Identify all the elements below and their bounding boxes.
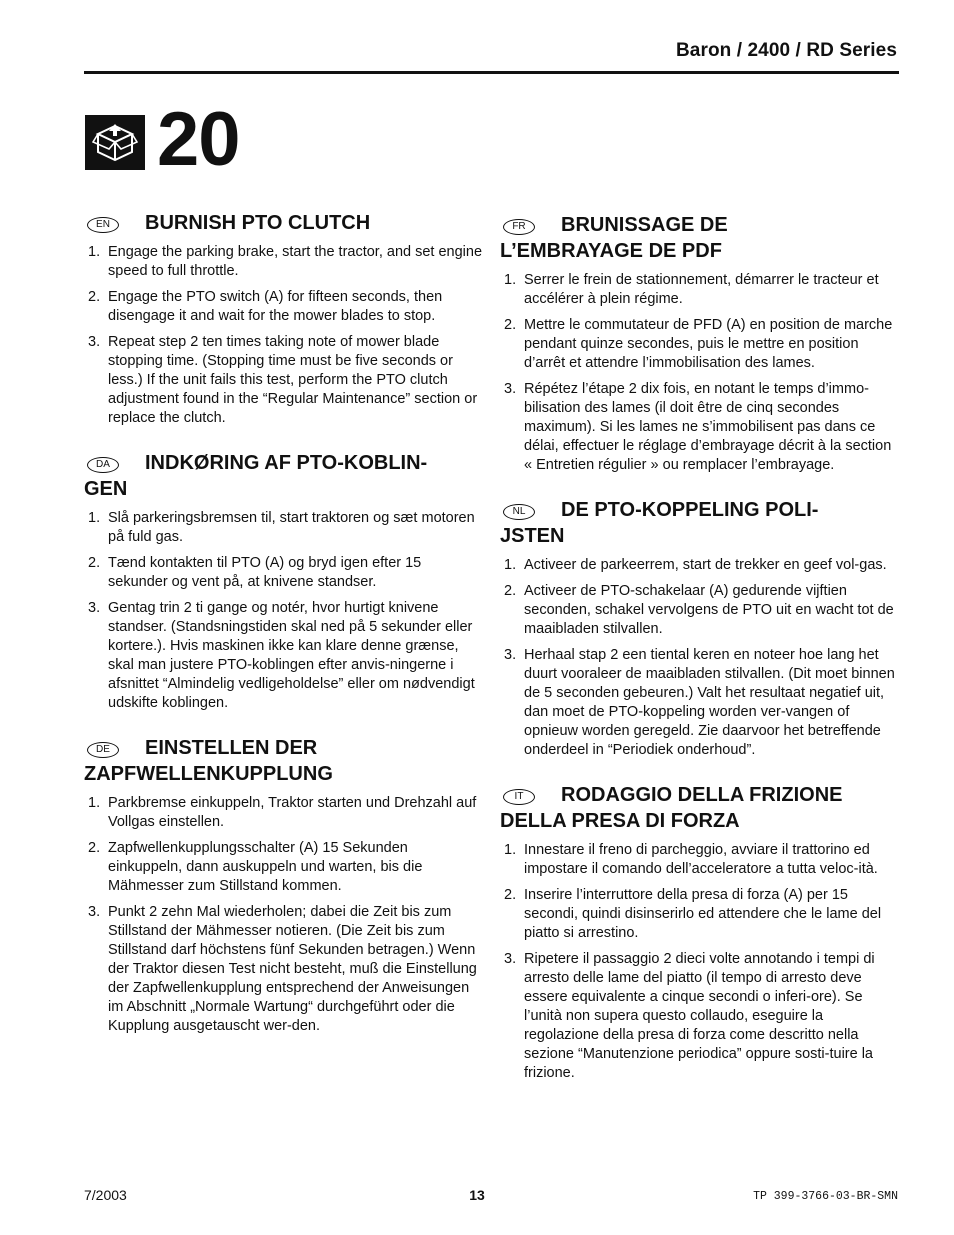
step-item: 3. Punkt 2 zehn Mal wiederholen; dabei die Zeit bis zum Stillstand der Mähmesser notieren. (Die Zeit bis zum Stillstand darf höchstens fünf Sekunden betragen.) Wenn der Traktor diesen Test nicht besteht, muß die Einstellung der Zapfwellenkupplung entsprechend der Anweisungen im Abschnitt „Normale Wartung“ durchgeführt oder die Kupplung ausgetauscht wer-den.	[88, 904, 477, 1034]
box-open-icon-graphic	[92, 122, 138, 164]
step-text: Inserire l’interruttore della presa di forza (A) per 15 secondi, quindi disinserirlo ed attendere che le lame del piatto si arrestino.	[524, 887, 882, 941]
section-title-line2: GEN	[84, 478, 128, 500]
step-text: Tænd kontakten til PTO (A) og bryd igen efter 15 sekunder og vent på, at knivene standser.	[108, 555, 422, 590]
step-item: 3. Repeat step 2 ten times taking note of mower blade stopping time. (Stopping time must be five seconds or less.) If the unit fails this test, perform the PTO clutch adjustment found in the “Regular Maintenance” section or replace the clutch.	[88, 334, 478, 426]
step-item: 3. Gentag trin 2 ti gange og notér, hvor hurtigt knivene standser. (Standsningstiden skal ned på 5 sekunder eller kortere.). Hvis maskinen ikke kan klare denne grænse, skal man justere PTO-koblingen efter anvis-ningerne i afsnittet “Almindelig vedligeholdelse” eller om nødvendigt udskifte koblingen.	[88, 600, 475, 711]
step-list	[84, 794, 484, 1036]
section-title-line1: RODAGGIO DELLA FRIZIONE	[561, 784, 843, 806]
box-open-icon	[85, 115, 145, 170]
page-number: 13	[469, 1187, 485, 1203]
language-badge: DA	[87, 457, 119, 473]
step-item: 1. Slå parkeringsbremsen til, start traktoren og sæt motoren på fuld gas.	[88, 510, 475, 545]
section-title-line2: DELLA PRESA DI FORZA	[500, 810, 740, 832]
step-item: 3. Ripetere il passaggio 2 dieci volte annotando i tempi di arresto delle lame del piatto (il tempo di arresto deve essere equivalente a cinque secondi o inferi-ore). Se l’unità non supera questo collaudo, eseguire la regolazione della presa di forza come descritto nella sezione “Manutenzione periodica” oppure sosti-tuire la frizione.	[504, 951, 875, 1081]
step-text-line1: Slå parkeringsbremsen til, start traktoren og sæt motoren	[108, 510, 475, 526]
step-text: Activeer de PTO-schakelaar (A) gedurende vijftien seconden, schakel vervolgens de PTO uit en wacht tot de maaibladen stilvallen.	[524, 583, 894, 637]
step-item: 1. Innestare il freno di parcheggio, avviare il trattorino ed impostare il comando dell’acceleratore a tutta veloc-ità.	[504, 842, 878, 877]
section-title: BURNISH PTO CLUTCH	[145, 212, 371, 234]
language-badge: FR	[503, 219, 535, 235]
step-text-line2: på fuld gas.	[108, 529, 183, 545]
step-item: 2. Mettre le commutateur de PFD (A) en position de marche pendant quinze secondes, puis le mettre en position d’arrêt et attendre l’immobilisation des lames.	[504, 317, 893, 371]
step-text: Serrer le frein de stationnement, démarrer le tracteur et accélérer à plein régime.	[524, 272, 879, 307]
section-title-line2: ZAPFWELLENKUPPLUNG	[84, 763, 333, 785]
section-fr	[500, 212, 900, 475]
step-text: Parkbremse einkuppeln, Traktor starten und Drehzahl auf Vollgas einstellen.	[108, 795, 477, 830]
section-title-line1: BRUNISSAGE DE	[561, 214, 728, 236]
language-badge: NL	[503, 504, 535, 520]
step-item: 1. Engage the parking brake, start the tractor, and set engine speed to full throttle.	[88, 244, 483, 279]
series-title: Baron / 2400 / RD Series	[675, 40, 897, 61]
step-text: Mettre le commutateur de PFD (A) en position de marche pendant quinze secondes, puis le mettre en position d’arrêt et attendre l’immobilisation des lames.	[524, 317, 893, 371]
section-heading	[84, 450, 484, 502]
section-de	[84, 735, 484, 1036]
step-item: 2. Activeer de PTO-schakelaar (A) gedurende vijftien seconden, schakel vervolgens de PTO uit en wacht tot de maaibladen stilvallen.	[504, 583, 894, 637]
step-item: 2. Inserire l’interruttore della presa di forza (A) per 15 secondi, quindi disinserirlo ed attendere che le lame del piatto si arrestino.	[504, 887, 882, 941]
step-list	[84, 243, 484, 428]
section-nl	[500, 497, 900, 760]
step-item: 1. Parkbremse einkuppeln, Traktor starten und Drehzahl auf Vollgas einstellen.	[88, 795, 477, 830]
section-heading	[84, 735, 484, 787]
step-item: 1. Serrer le frein de stationnement, démarrer le tracteur et accélérer à plein régime.	[504, 272, 879, 307]
step-item: 2. Zapfwellenkupplungsschalter (A) 15 Sekunden einkuppeln, dann auskuppeln und warten, bis die Mähmesser zum Stillstand kommen.	[88, 840, 423, 894]
document-code: TP 399-3766-03-BR-SMN	[753, 1190, 898, 1203]
right-column	[500, 212, 900, 1105]
section-title-line2: L’EMBRAYAGE DE PDF	[500, 240, 722, 262]
step-text: Engage the PTO switch (A) for fifteen seconds, then disengage it and wait for the mower blades to stop.	[108, 289, 443, 324]
section-en	[84, 210, 484, 428]
step-text: Engage the parking brake, start the tractor, and set engine speed to full throttle.	[108, 244, 483, 279]
section-heading	[500, 212, 900, 264]
step-text: Activeer de parkeerrem, start de trekker en geef vol-gas.	[524, 557, 887, 573]
step-list	[500, 271, 900, 475]
step-list	[500, 841, 900, 1083]
left-column	[84, 210, 484, 1058]
section-heading	[84, 210, 484, 236]
step-item: 1. Activeer de parkeerrem, start de trekker en geef vol-gas.	[504, 557, 887, 573]
language-badge: EN	[87, 217, 119, 233]
section-heading	[500, 782, 900, 834]
step-item: 2. Engage the PTO switch (A) for fifteen seconds, then disengage it and wait for the mower blades to stop.	[88, 289, 443, 324]
section-title-line1: EINSTELLEN DER	[145, 737, 318, 759]
step-text: Herhaal stap 2 een tiental keren en noteer hoe lang het duurt vooraleer de maaibladen stilvallen. (Dit moet binnen de 5 seconden gebeuren.) Valt het resultaat negatief uit, dan moet de PTO-koppeling worden ver-vangen of opnieuw worden geregeld. Zie daarvoor het betreffende onderdeel in “Periodiek onderhoud”.	[524, 647, 895, 758]
chapter-number: 20	[157, 97, 240, 182]
header-rule	[84, 71, 899, 74]
step-text: Innestare il freno di parcheggio, avviare il trattorino ed impostare il comando dell’acceleratore a tutta veloc-ità.	[524, 842, 878, 877]
footer-date: 7/2003	[84, 1187, 127, 1203]
step-text: Répétez l’étape 2 dix fois, en notant le temps d’immo-bilisation des lames (il doit être de cinq secondes maximum). Si les lames ne s’immobilisent pas dans ce délai, effectuer le réglage d’embrayage décrit à la section « Entretien régulier » ou remplacer l’embrayage.	[524, 381, 892, 473]
step-list	[84, 509, 484, 713]
section-title-line1: INDKØRING AF PTO-KOBLIN-	[145, 452, 428, 474]
step-item: 2. Tænd kontakten til PTO (A) og bryd igen efter 15 sekunder og vent på, at knivene standser.	[88, 555, 422, 590]
section-title-line2: JSTEN	[500, 525, 565, 547]
language-badge: DE	[87, 742, 119, 758]
language-badge: IT	[503, 789, 535, 805]
section-it	[500, 782, 900, 1083]
step-text: Punkt 2 zehn Mal wiederholen; dabei die Zeit bis zum Stillstand der Mähmesser notieren. (Die Zeit bis zum Stillstand darf höchstens fünf Sekunden betragen.) Wenn der Traktor diesen Test nicht besteht, muß die Einstellung der Zapfwellenkupplung entsprechend der Anweisungen im Abschnitt „Normale Wartung“ durchgeführt oder die Kupplung ausgetauscht wer-den.	[108, 904, 477, 1034]
section-heading	[500, 497, 900, 549]
step-text: Zapfwellenkupplungsschalter (A) 15 Sekunden einkuppeln, dann auskuppeln und warten, bis die Mähmesser zum Stillstand kommen.	[108, 840, 423, 894]
step-text: Ripetere il passaggio 2 dieci volte annotando i tempi di arresto delle lame del piatto (il tempo di arresto deve essere equivalente a cinque secondi o inferi-ore). Se l’unità non supera questo collaudo, eseguire la regolazione della presa di forza come descritto nella sezione “Manutenzione periodica” oppure sosti-tuire la frizione.	[524, 951, 875, 1081]
step-text: Repeat step 2 ten times taking note of mower blade stopping time. (Stopping time must be five seconds or less.) If the unit fails this test, perform the PTO clutch adjustment found in the “Regular Maintenance” section or replace the clutch.	[108, 334, 478, 426]
section-title-line1: DE PTO-KOPPELING POLI-	[561, 499, 819, 521]
step-item: 3. Répétez l’étape 2 dix fois, en notant le temps d’immo-bilisation des lames (il doit être de cinq secondes maximum). Si les lames ne s’immobilisent pas dans ce délai, effectuer le réglage d’embrayage décrit à la section « Entretien régulier » ou remplacer l’embrayage.	[504, 381, 892, 473]
step-item: 3. Herhaal stap 2 een tiental keren en noteer hoe lang het duurt vooraleer de maaibladen stilvallen. (Dit moet binnen de 5 seconden gebeuren.) Valt het resultaat negatief uit, dan moet de PTO-koppeling worden ver-vangen of opnieuw worden geregeld. Zie daarvoor het betreffende onderdeel in “Periodiek onderhoud”.	[504, 647, 895, 758]
step-text: Gentag trin 2 ti gange og notér, hvor hurtigt knivene standser. (Standsningstiden skal ned på 5 sekunder eller kortere.). Hvis maskinen ikke kan klare denne grænse, skal man justere PTO-koblingen efter anvis-ningerne i afsnittet “Almindelig vedligeholdelse” eller om nødvendigt udskifte koblingen.	[108, 600, 475, 711]
section-da	[84, 450, 484, 713]
step-list	[500, 556, 900, 760]
